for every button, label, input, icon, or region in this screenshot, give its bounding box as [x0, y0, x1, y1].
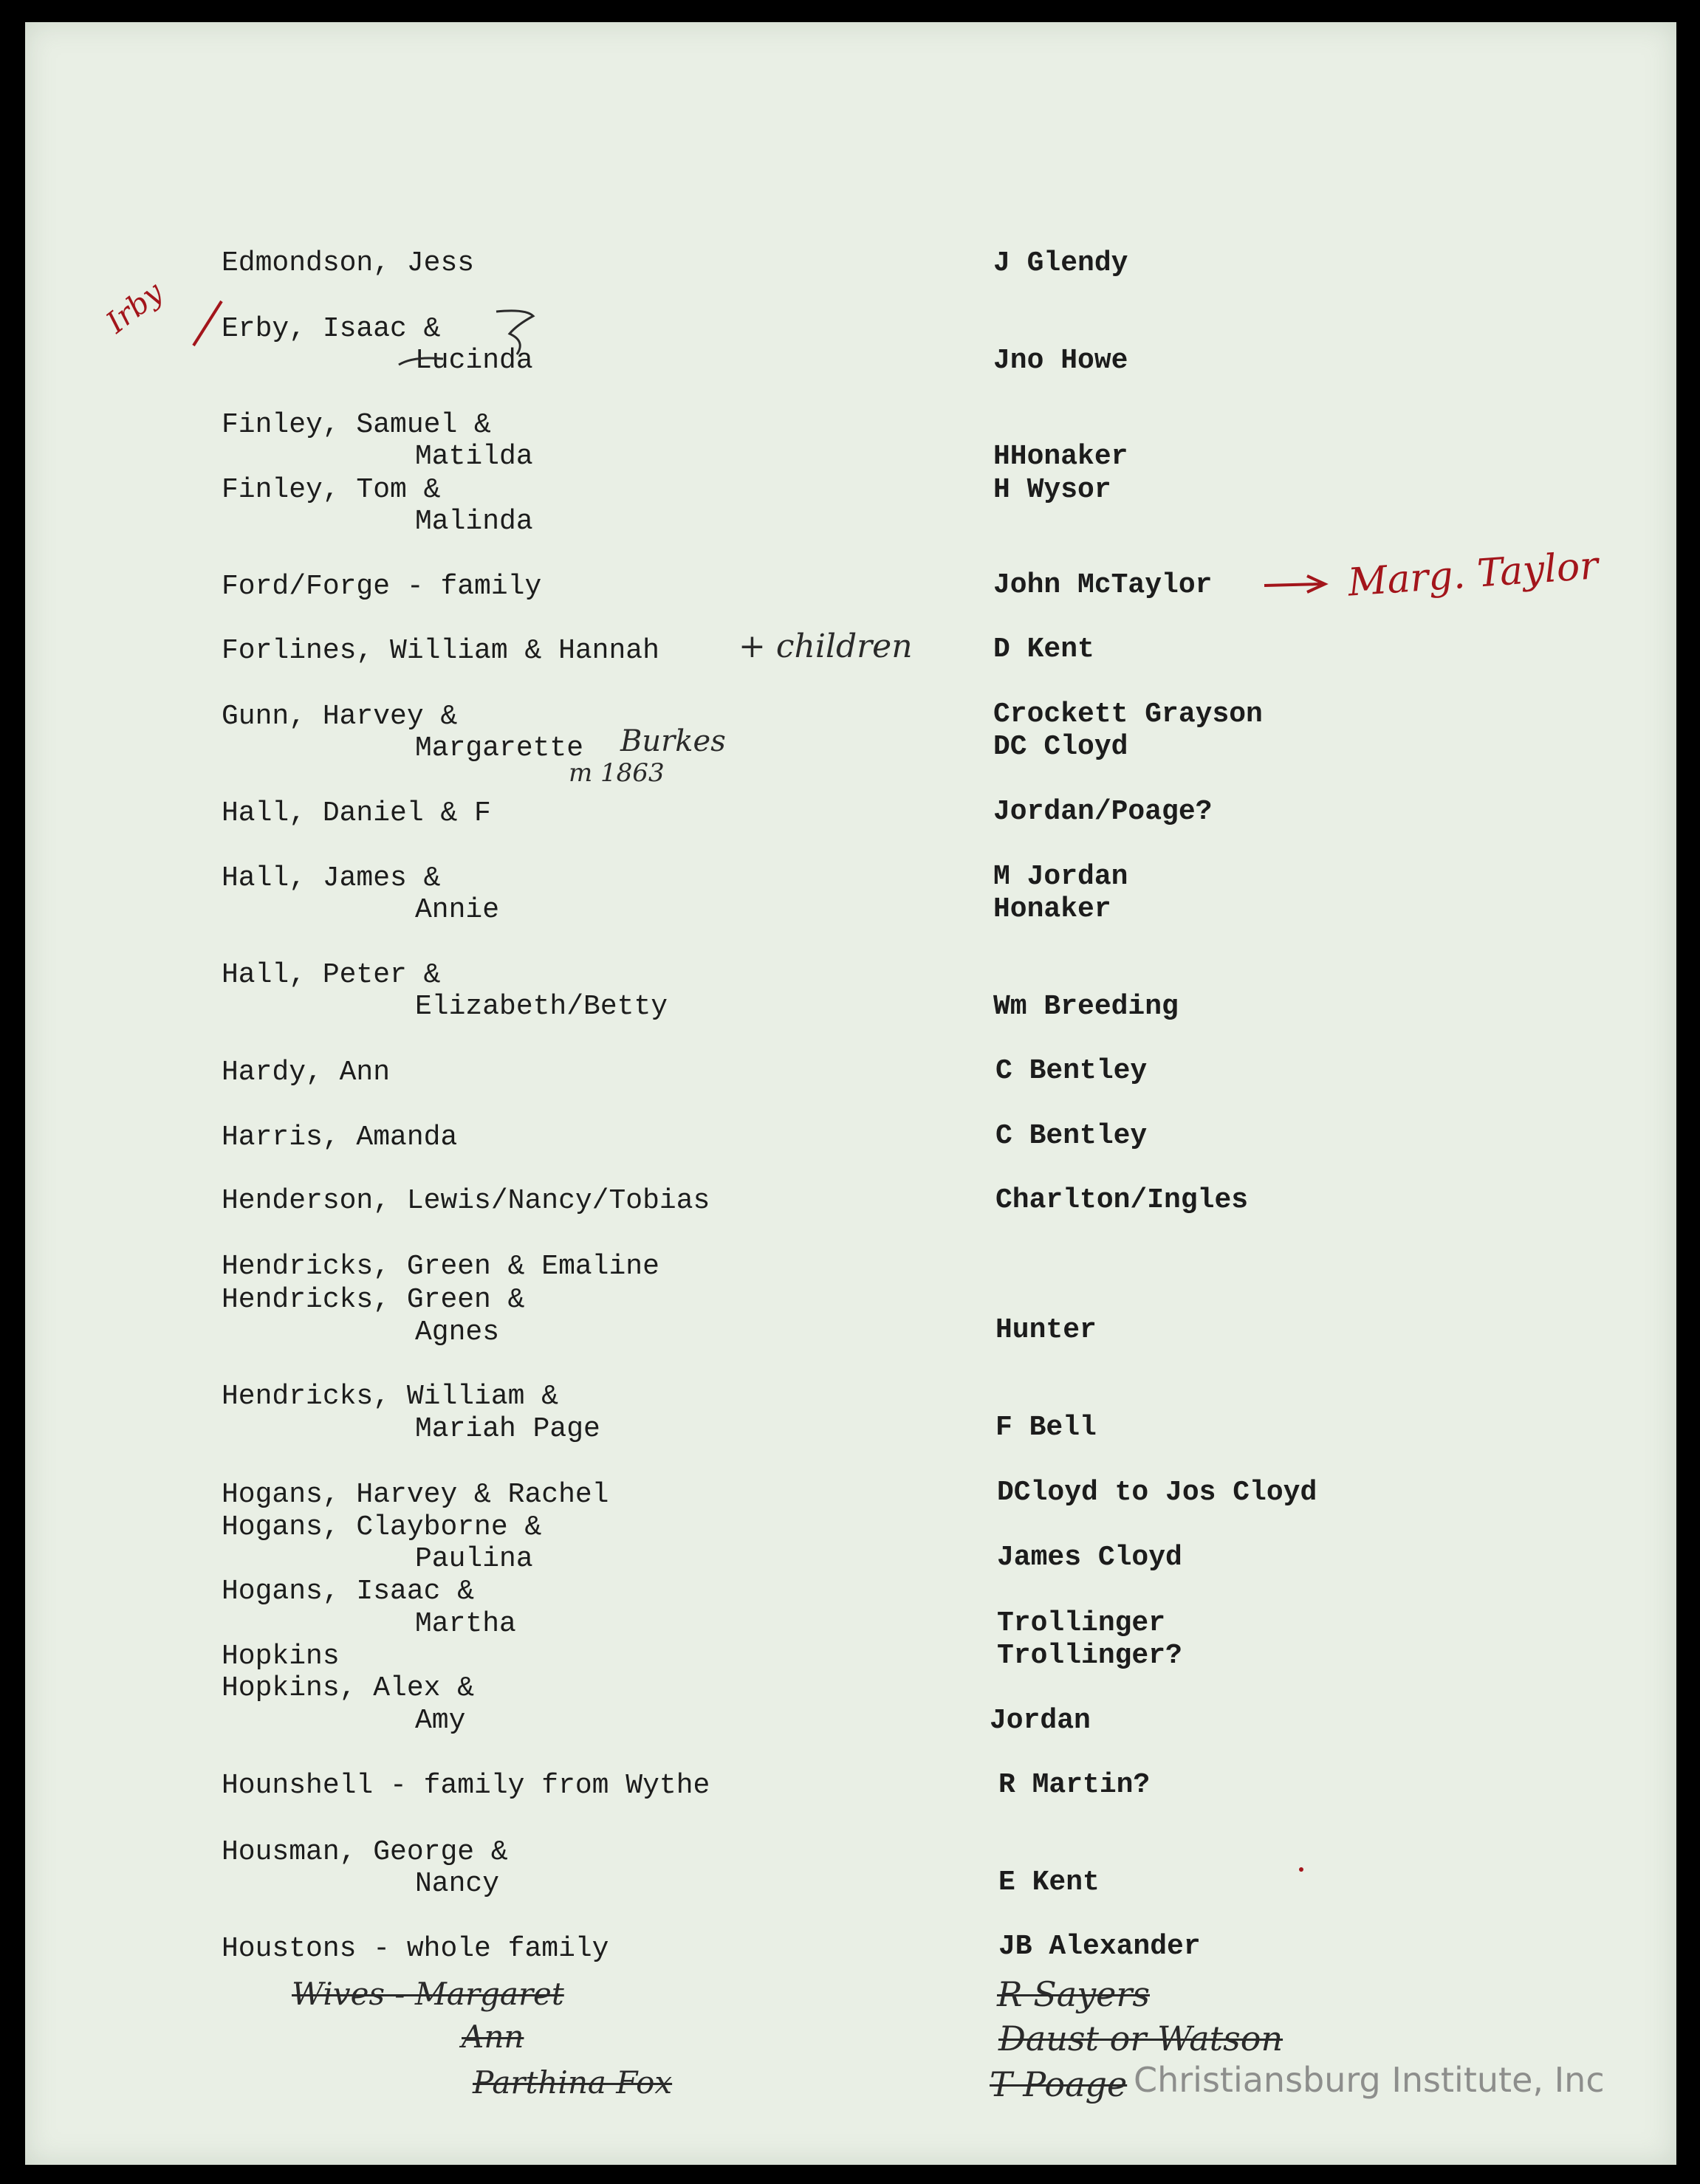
right-entry: Honaker [993, 893, 1111, 925]
left-entry: Finley, Samuel & [222, 409, 491, 441]
right-entry: Trollinger? [997, 1640, 1182, 1672]
right-entry: C Bentley [995, 1055, 1148, 1087]
bracket-mark [399, 311, 533, 365]
left-entry: Houstons - whole family [222, 1933, 609, 1965]
left-entry: Hogans, Harvey & Rachel [222, 1479, 609, 1511]
irby-slash-mark [193, 301, 222, 346]
left-entry: Finley, Tom & [222, 474, 441, 506]
right-entry: E Kent [998, 1867, 1100, 1898]
left-entry: Hendricks, Green & Emaline [222, 1251, 659, 1282]
handwritten-marriage-note: m 1863 [569, 758, 665, 788]
left-entry: Matilda [415, 441, 533, 473]
right-entry: M Jordan [993, 861, 1128, 893]
arrow-icon [1264, 576, 1325, 592]
left-entry: Hall, Peter & [222, 959, 441, 991]
left-entry: Hounshell - family from Wythe [222, 1770, 710, 1802]
left-entry: Lucinda [415, 345, 533, 377]
right-entry: Charlton/Ingles [995, 1184, 1249, 1216]
left-entry: Gunn, Harvey & [222, 701, 458, 732]
left-entry: Hendricks, Green & [222, 1284, 525, 1316]
left-entry: Malinda [415, 506, 533, 538]
right-entry: Jordan/Poage? [993, 796, 1213, 828]
handwritten-irby-note: Irby [100, 275, 170, 340]
left-entry: Margarette [415, 732, 584, 764]
left-entry: Agnes [415, 1316, 500, 1348]
crossed-wives-note: Wives - Margaret [292, 1976, 564, 2012]
left-entry: Mariah Page [415, 1413, 600, 1445]
right-entry: John McTaylor [993, 569, 1213, 601]
handwritten-children-note: + children [738, 628, 913, 665]
right-entry: DC Cloyd [993, 731, 1128, 763]
crossed-parthina-note: Parthina Fox [473, 2064, 673, 2101]
right-entry: F Bell [995, 1412, 1097, 1443]
right-entry: HHonaker [993, 441, 1128, 473]
crossed-daust-note: Daust or Watson [998, 2019, 1283, 2058]
left-entry: Hendricks, William & [222, 1381, 559, 1412]
right-entry: Jno Howe [993, 345, 1128, 377]
right-entry: Hunter [995, 1314, 1097, 1346]
left-entry: Harris, Amanda [222, 1122, 458, 1153]
left-entry: Amy [415, 1705, 466, 1737]
watermark: Christiansburg Institute, Inc [1134, 2060, 1605, 2100]
left-entry: Henderson, Lewis/Nancy/Tobias [222, 1185, 710, 1217]
left-entry: Housman, George & [222, 1836, 508, 1868]
crossed-sayers-note: R Sayers [997, 1974, 1150, 2014]
right-entry: R Martin? [998, 1769, 1151, 1801]
right-entry: Jordan [990, 1705, 1091, 1737]
right-entry: Crockett Grayson [993, 698, 1263, 730]
right-entry: C Bentley [995, 1120, 1148, 1152]
left-entry: Hogans, Clayborne & [222, 1511, 542, 1543]
right-entry: Wm Breeding [993, 991, 1179, 1023]
left-entry: Ford/Forge - family [222, 571, 542, 602]
right-entry: DCloyd to Jos Cloyd [997, 1477, 1317, 1508]
right-entry: James Cloyd [997, 1542, 1182, 1573]
right-entry: JB Alexander [998, 1931, 1201, 1962]
crossed-poage-note: T Poage [990, 2064, 1128, 2104]
right-entry: D Kent [993, 633, 1094, 665]
left-entry: Hopkins, Alex & [222, 1672, 475, 1704]
right-entry: J Glendy [993, 247, 1128, 279]
right-entry: Trollinger [997, 1607, 1166, 1639]
left-entry: Erby, Isaac & [222, 313, 441, 345]
right-entry: H Wysor [993, 474, 1111, 506]
left-entry: Hardy, Ann [222, 1057, 391, 1088]
left-entry: Elizabeth/Betty [415, 991, 668, 1023]
left-entry: Hall, Daniel & F [222, 797, 491, 829]
left-entry: Paulina [415, 1543, 533, 1575]
crossed-ann-note: Ann [462, 2019, 524, 2055]
left-entry: Hogans, Isaac & [222, 1576, 475, 1607]
left-entry: Hopkins [222, 1641, 340, 1672]
left-entry: Forlines, William & Hannah [222, 635, 659, 667]
ink-dot [1299, 1867, 1303, 1872]
left-entry: Hall, James & [222, 862, 441, 894]
handwritten-marg-taylor-note: Marg. Taylor [1346, 543, 1600, 605]
handwritten-burkes-note: Burkes [620, 724, 726, 758]
left-entry: Edmondson, Jess [222, 247, 475, 279]
left-entry: Martha [415, 1608, 516, 1640]
left-entry: Annie [415, 894, 500, 926]
left-entry: Nancy [415, 1868, 500, 1900]
